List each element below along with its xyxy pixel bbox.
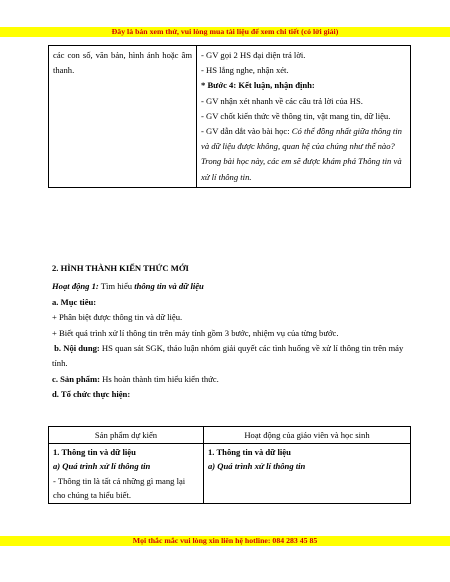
objective-item: + Phân biệt được thông tin và dữ liệu. xyxy=(52,312,183,323)
preview-banner: Đây là bản xem thử, vui lòng mua tài liệu để xem chi tiết (có lời giải) xyxy=(0,27,450,37)
organize-title: d. Tổ chức thực hiện: xyxy=(52,389,131,400)
objective-item: + Biết quá trình xử lí thông tin trên máy tính gồm 3 bước, nhiệm vụ của từng bước. xyxy=(52,327,339,338)
step-line: - GV nhận xét nhanh về các câu trả lời của HS. xyxy=(201,95,363,106)
cell-subheading: a) Quá trình xử lí thông tin xyxy=(53,461,151,472)
step-line xyxy=(201,124,406,185)
cell-heading: 1. Thông tin và dữ liệu xyxy=(53,447,136,458)
column-header: Hoạt động của giáo viên và học sinh xyxy=(204,427,411,444)
teacher-activity-cell xyxy=(204,444,411,504)
lead-in-question: Có thể đồng nhất giữa thông tin và dữ liệu được không, quan hệ của chúng như thế nào? Trong bài học này, các em sẽ được khám phá Thông tin và xử lí thông tin. xyxy=(201,126,402,182)
cell-text: - Thông tin là tất cả những gì mang lại cho chúng ta hiểu biết. xyxy=(53,475,186,500)
cell-heading: 1. Thông tin và dữ liệu xyxy=(208,447,291,458)
activity-line xyxy=(52,279,414,294)
expected-product-cell xyxy=(49,46,197,188)
content-text: HS quan sát SGK, thảo luận nhóm giải quyết các tình huống về xử lí thông tin trên máy tính. xyxy=(52,343,404,369)
section-title: 2. HÌNH THÀNH KIẾN THỨC MỚI xyxy=(52,263,189,273)
content-line xyxy=(52,341,414,372)
step-heading: * Bước 4: Kết luận, nhận định: xyxy=(201,80,315,91)
activity-topic: thông tin và dữ liệu xyxy=(134,281,204,292)
activity-text: Tìm hiểu xyxy=(98,281,135,292)
product-line xyxy=(52,372,414,387)
cell-subheading: a) Quá trình xử lí thông tin xyxy=(208,461,306,472)
objective-title: a. Mục tiêu: xyxy=(52,296,97,307)
content-label: b. Nội dung: xyxy=(54,343,100,354)
hotline-banner: Mọi thắc mắc vui lòng xin liên hệ hotline: 084 283 45 85 xyxy=(0,536,450,546)
activity-table-continued xyxy=(48,45,411,188)
expected-product-cell xyxy=(49,444,204,504)
lead-in-text: - GV dẫn dắt vào bài học: xyxy=(201,126,292,137)
column-header: Sản phẩm dự kiến xyxy=(49,427,204,444)
product-text: Hs hoàn thành tìm hiểu kiến thức. xyxy=(100,373,219,384)
product-label: c. Sản phẩm: xyxy=(52,373,100,384)
cell-text: các con số, văn bản, hình ảnh hoặc âm thanh. xyxy=(53,50,192,76)
step-line: - GV chốt kiến thức về thông tin, vật mang tin, dữ liệu. xyxy=(201,110,391,121)
teacher-activity-cell xyxy=(197,46,411,188)
activity-label: Hoạt động 1: xyxy=(52,281,99,292)
step-line: - HS lắng nghe, nhận xét. xyxy=(201,65,289,76)
step-line: - GV gọi 2 HS đại diện trả lời. xyxy=(201,50,306,60)
lesson-section xyxy=(52,261,414,403)
organization-table xyxy=(48,426,411,504)
